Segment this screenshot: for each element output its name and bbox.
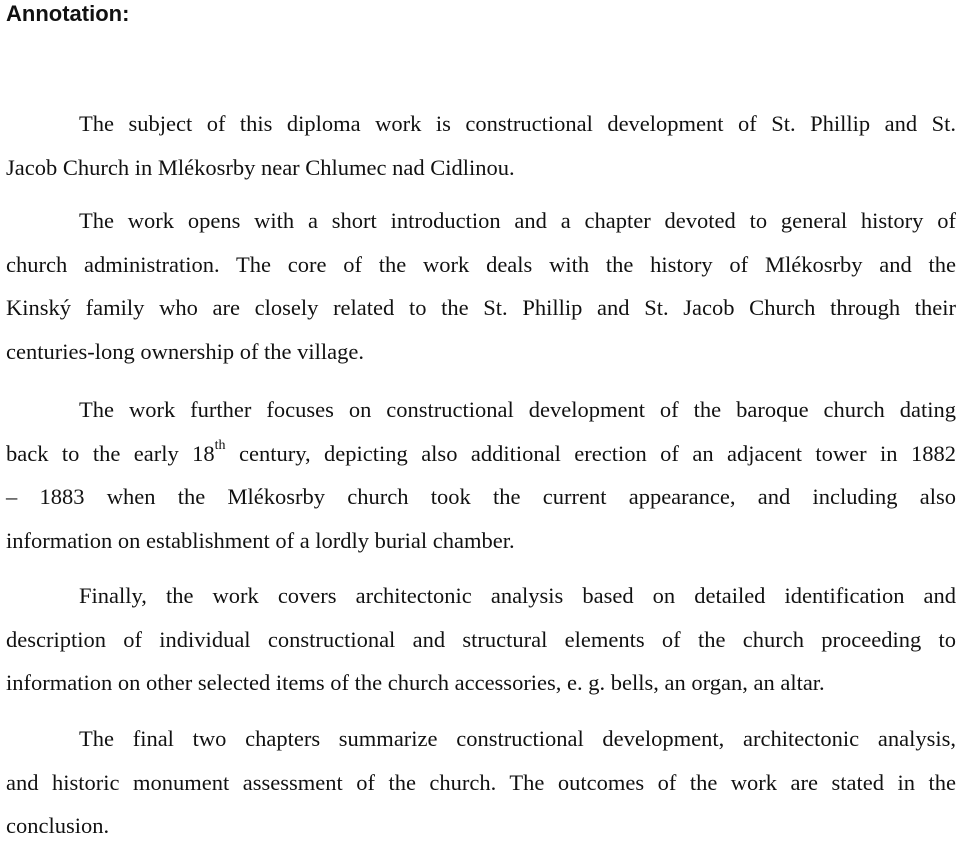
text-line: Kinský family who are closely related to the St. Phillip and St. Jacob Church through their [6,295,956,321]
text-line: and historic monument assessment of the church. The outcomes of the work are stated in the [6,769,956,795]
text-line: church administration. The core of the work deals with the history of Mlékosrby and the [6,251,956,277]
text-line: The subject of this diploma work is constructional development of St. Phillip and St. [79,111,956,136]
text-line: The final two chapters summarize constructional development, architectonic analysis, [79,726,956,751]
paragraph-constructional-development [6,388,956,562]
text-segment: century, depicting also additional erection of an adjacent tower in 1882 [225,440,956,466]
paragraph-subject [6,102,956,189]
text-line: Finally, the work covers architectonic analysis based on detailed identification and [79,583,956,608]
text-line: information on establishment of a lordly burial chamber. [6,527,515,553]
paragraph-introduction [6,199,956,373]
page-title: Annotation: [6,1,130,26]
text-segment: back to the early 18 [6,440,215,466]
ordinal-superscript: th [214,438,226,454]
text-line [6,432,956,476]
text-line: centuries-long ownership of the village. [6,338,365,364]
text-line: conclusion. [6,813,110,839]
text-line: The work further focuses on constructional development of the baroque church dating [79,397,956,422]
text-line: Jacob Church in Mlékosrby near Chlumec nad Cidlinou. [6,154,515,180]
paragraph-final-chapters [6,717,956,848]
text-line: information on other selected items of the church accessories, e. g. bells, an organ, an altar. [6,670,825,696]
paragraph-architectonic-analysis [6,574,956,705]
text-line: – 1883 when the Mlékosrby church took the current appearance, and including also [6,484,956,510]
text-line: description of individual constructional and structural elements of the church proceeding to [6,626,956,652]
text-line: The work opens with a short introduction and a chapter devoted to general history of [79,208,956,233]
